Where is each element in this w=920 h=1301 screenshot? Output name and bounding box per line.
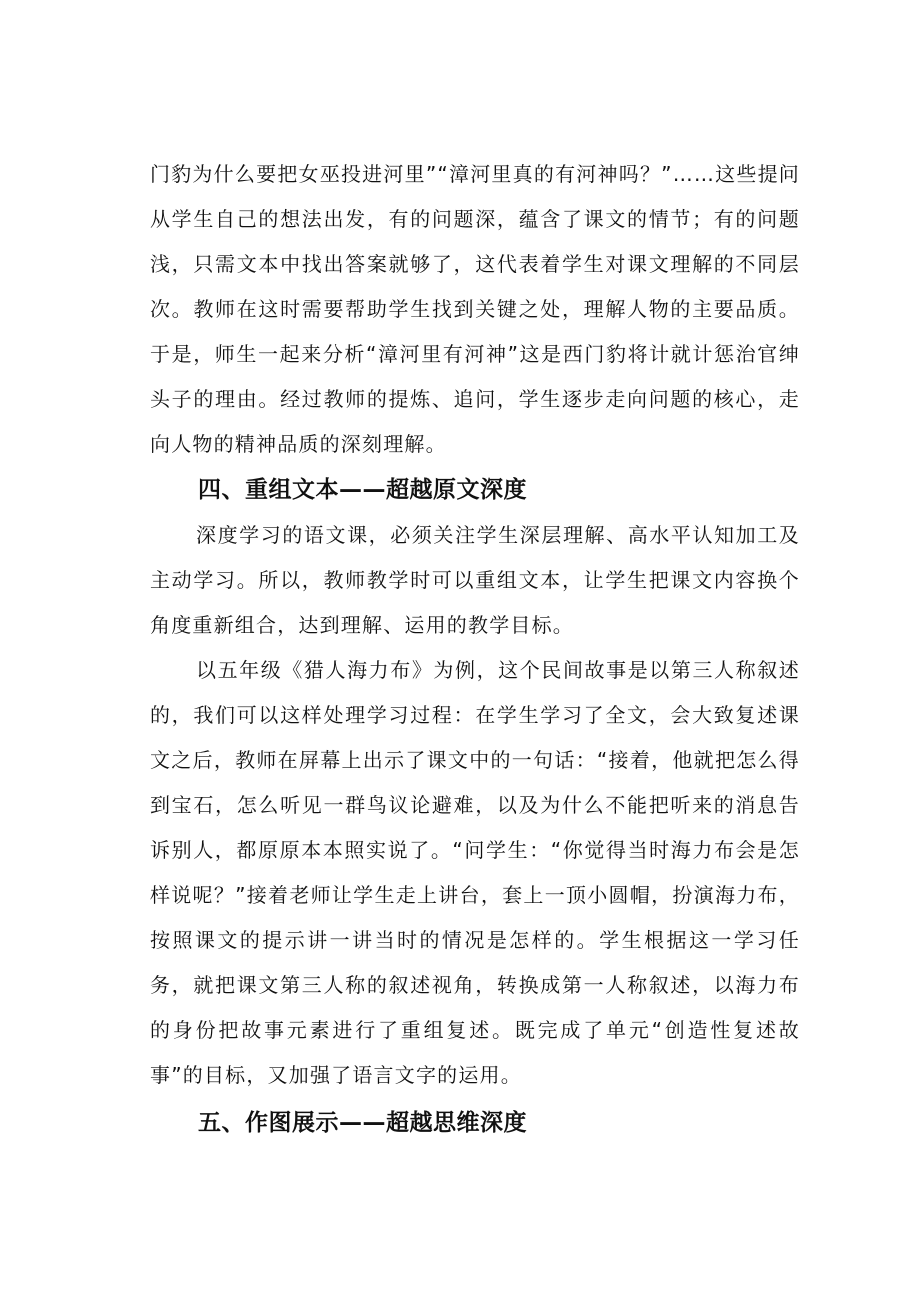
paragraph-4-1: 深度学习的语文课，必须关注学生深层理解、高水平认知加工及主动学习。所以，教师教学时可以重组文本，让学生把课文内容换个角度重新组合，达到理解、运用的教学目标。 (150, 523, 800, 637)
document-body (150, 152, 800, 1146)
section-heading-4: 四、重组文本——超越原文深度 (198, 477, 527, 503)
section-heading-5: 五、作图展示——超越思维深度 (198, 1110, 527, 1136)
paragraph-continuation: 门豹为什么要把女巫投进河里”“漳河里真的有河神吗？”……这些提问从学生自己的想法出发，有的问题深，蕴含了课文的情节；有的问题浅，只需文本中找出答案就够了，这代表着学生对课文理解的不同层次。教师在这时需要帮助学生找到关键之处，理解人物的主要品质。于是，师生一起来分析“漳河里有河神”这是西门豹将计就计惩治官绅头子的理由。经过教师的提炼、追问，学生逐步走向问题的核心，走向人物的精神品质的深刻理解。 (150, 162, 800, 456)
paragraph-4-2: 以五年级《猎人海力布》为例，这个民间故事是以第三人称叙述的，我们可以这样处理学习过程：在学生学习了全文，会大致复述课文之后，教师在屏幕上出示了课文中的一句话：“接着，他就把怎么得到宝石，怎么听见一群鸟议论避难，以及为什么不能把听来的消息告诉别人，都原原本本照实说了。“问学生：“你觉得当时海力布会是怎样说呢？”接着老师让学生走上讲台，套上一顶小圆帽，扮演海力布，按照课文的提示讲一讲当时的情况是怎样的。学生根据这一学习任务，就把课文第三人称的叙述视角，转换成第一人称叙述，以海力布的身份把故事元素进行了重组复述。既完成了单元“创造性复述故事”的目标，又加强了语言文字的运用。 (150, 658, 800, 1087)
